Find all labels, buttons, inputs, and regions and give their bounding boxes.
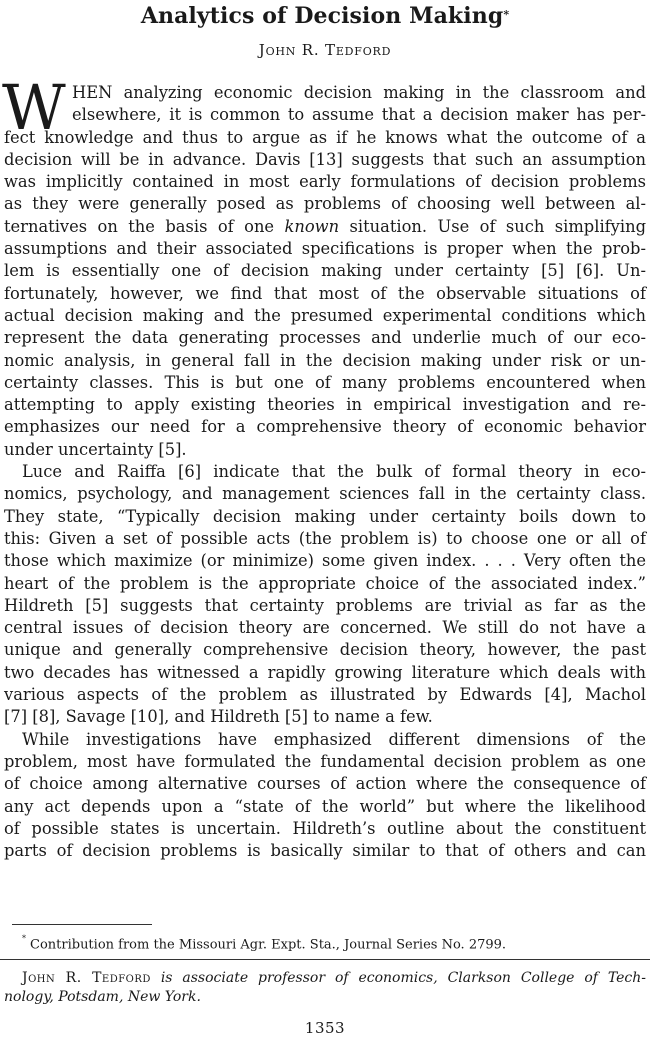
footnote bbox=[22, 932, 642, 954]
body-line: problem, most have formulated the fundamental decision problem as one bbox=[4, 751, 646, 771]
author-affiliation bbox=[4, 969, 646, 1007]
body-line: [7] [8], Savage [10], and Hildreth [5] to name a few. bbox=[4, 707, 433, 727]
article-author: John R. Tedford bbox=[258, 41, 392, 59]
emphasis-known: known bbox=[284, 216, 340, 236]
page-number: 1353 bbox=[304, 1019, 346, 1037]
body-line: was implicitly contained in most early formulations of decision problems bbox=[4, 172, 646, 192]
body-line: attempting to apply existing theories in empirical investigation and re- bbox=[4, 395, 646, 415]
body-line: heart of the problem is the appropriate choice of the associated index.” bbox=[4, 573, 646, 593]
body-line: actual decision making and the presumed experimental conditions which bbox=[4, 305, 646, 325]
article-body bbox=[2, 71, 646, 862]
body-line: of possible states is uncertain. Hildreth’s outline about the constituent bbox=[4, 818, 646, 838]
article-title bbox=[0, 2, 650, 30]
body-line: this: Given a set of possible acts (the problem is) to choose one or all of bbox=[4, 528, 646, 548]
body-line: elsewhere, it is common to assume that a decision maker has per- bbox=[72, 105, 646, 125]
body-line: central issues of decision theory are concerned. We still do not have a bbox=[4, 618, 646, 638]
body-line: two decades has witnessed a rapidly growing literature which deals with bbox=[4, 662, 646, 682]
body-line: Luce and Raiffa [6] indicate that the bulk of formal theory in eco- bbox=[22, 462, 646, 482]
affiliation-line bbox=[4, 969, 646, 988]
body-line: fortunately, however, we find that most of the observable situations of bbox=[4, 283, 646, 303]
body-line: unique and generally comprehensive decision theory, however, the past bbox=[4, 640, 646, 660]
body-line: any act depends upon a “state of the world” but where the likelihood bbox=[4, 796, 646, 816]
body-line: those which maximize (or minimize) some given index. . . . Very often the bbox=[4, 551, 646, 571]
body-line: represent the data generating processes and underlie much of our eco- bbox=[4, 328, 646, 348]
body-line: They state, “Typically decision making under certainty boils down to bbox=[4, 506, 646, 526]
body-line: While investigations have emphasized different dimensions of the bbox=[22, 729, 646, 749]
body-line: assumptions and their associated specifications is proper when the prob- bbox=[4, 239, 646, 259]
body-line: decision will be in advance. Davis [13] suggests that such an assumption bbox=[4, 149, 646, 169]
body-line: parts of decision problems is basically similar to that of others and can bbox=[4, 841, 646, 861]
body-line: fect knowledge and thus to argue as if he knows what the outcome of a bbox=[4, 127, 646, 147]
title-footnote-mark: * bbox=[503, 8, 510, 21]
article-title-text: Analytics of Decision Making bbox=[140, 3, 504, 29]
footnote-divider bbox=[12, 924, 152, 925]
body-line: nomics, psychology, and management sciences fall in the certainty class. bbox=[4, 484, 646, 504]
body-line: of choice among alternative courses of action where the consequence of bbox=[4, 774, 646, 794]
body-line: HEN analyzing economic decision making in the classroom and bbox=[72, 83, 646, 102]
body-line: as they were generally posed as problems of choosing well between al- bbox=[4, 194, 646, 214]
affiliation-text: is associate professor of economics, Clarkson College of Tech- bbox=[160, 970, 646, 986]
footnote-text: Contribution from the Missouri Agr. Expt. Sta., Journal Series No. 2799. bbox=[30, 937, 507, 953]
body-line: nomic analysis, in general fall in the decision making under risk or un- bbox=[4, 350, 646, 370]
body-line: emphasizes our need for a comprehensive theory of economic behavior bbox=[4, 417, 646, 437]
affiliation-line: nology, Potsdam, New York. bbox=[4, 989, 201, 1005]
affiliation-divider bbox=[0, 959, 650, 960]
affiliation-author-name: John R. Tedford bbox=[22, 970, 151, 986]
body-line: various aspects of the problem as illustrated by Edwards [4], Machol bbox=[4, 685, 646, 705]
body-line: Hildreth [5] suggests that certainty problems are trivial as far as the bbox=[4, 595, 646, 615]
body-line: ternatives on the basis of one known situation. Use of such simplifying bbox=[4, 216, 646, 236]
footnote-mark: * bbox=[22, 934, 26, 943]
body-line: certainty classes. This is but one of many problems encountered when bbox=[4, 372, 646, 392]
body-line: under uncertainty [5]. bbox=[4, 439, 187, 459]
body-line: lem is essentially one of decision making under certainty [5] [6]. Un- bbox=[4, 261, 646, 281]
drop-cap: W bbox=[2, 71, 66, 144]
